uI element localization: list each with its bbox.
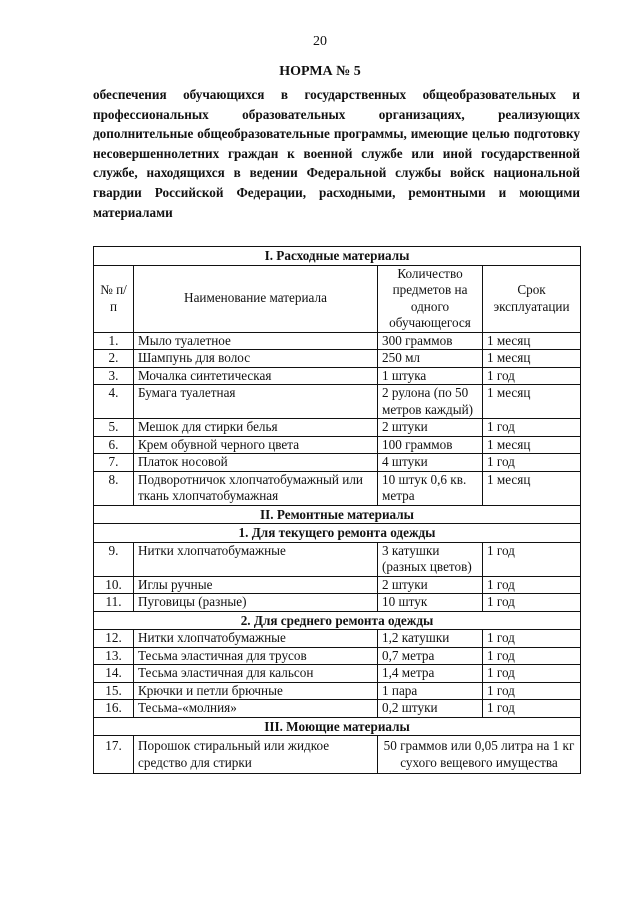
table-header-row: [94, 265, 581, 332]
row-term: 1 год: [483, 367, 581, 385]
section-cleaning: III. Моющие материалы: [94, 717, 581, 736]
row-qty: 0,7 метра: [378, 647, 483, 665]
row-qty: 1,4 метра: [378, 665, 483, 683]
table-row: [94, 385, 581, 419]
row-term: 1 год: [483, 665, 581, 683]
row-qty: 1,2 катушки: [378, 630, 483, 648]
header-term: Срок эксплуатации: [483, 265, 581, 332]
table-row: [94, 630, 581, 648]
row-num: 2.: [94, 350, 134, 368]
row-term: 1 год: [483, 700, 581, 718]
row-name: Нитки хлопчатобумажные: [134, 542, 378, 576]
row-name: Тесьма эластичная для трусов: [134, 647, 378, 665]
row-qty: 0,2 штуки: [378, 700, 483, 718]
row-qty: 2 штуки: [378, 419, 483, 437]
document-title: НОРМА № 5: [279, 64, 361, 79]
table-row: [94, 576, 581, 594]
table-row: [94, 682, 581, 700]
row-term: 1 год: [483, 542, 581, 576]
section-row: [94, 247, 581, 266]
table-row: [94, 419, 581, 437]
section-consumables: I. Расходные материалы: [94, 247, 581, 266]
row-num: 6.: [94, 436, 134, 454]
row-num: 1.: [94, 332, 134, 350]
header-num: № п/п: [94, 265, 134, 332]
row-num: 5.: [94, 419, 134, 437]
section-repair-current: 1. Для текущего ремонта одежды: [94, 524, 581, 543]
section-row: [94, 717, 581, 736]
row-term: 1 месяц: [483, 471, 581, 505]
row-num: 16.: [94, 700, 134, 718]
row-num: 13.: [94, 647, 134, 665]
table-row: [94, 350, 581, 368]
row-qty: 100 граммов: [378, 436, 483, 454]
row-qty: 3 катушки (разных цветов): [378, 542, 483, 576]
row-qty: 300 граммов: [378, 332, 483, 350]
row-qty: 4 штуки: [378, 454, 483, 472]
row-qty-term: 50 граммов или 0,05 литра на 1 кг сухого вещевого имущества: [378, 736, 581, 774]
row-num: 11.: [94, 594, 134, 612]
row-name: Бумага туалетная: [134, 385, 378, 419]
row-term: 1 месяц: [483, 436, 581, 454]
document-subtitle: обеспечения обучающихся в государственных общеобразовательных и профессиональных образовательных организациях, реализующих дополнительные общеобразовательные программы, имеющие целью подготовку несовершеннолетних граждан к военной службе или иной государственной службе, находящихся в ведении Федеральной службы войск национальной гвардии Российской Федерации, расходными, ремонтными и моющими материалами: [93, 87, 580, 220]
row-num: 4.: [94, 385, 134, 419]
table-row: [94, 454, 581, 472]
row-name: Мыло туалетное: [134, 332, 378, 350]
section-repair: II. Ремонтные материалы: [94, 505, 581, 524]
header-qty: Количество предметов на одного обучающегося: [378, 265, 483, 332]
section-row: [94, 524, 581, 543]
row-term: 1 год: [483, 454, 581, 472]
section-row: [94, 505, 581, 524]
table-row: [94, 594, 581, 612]
page-number: 20: [313, 34, 327, 49]
row-name: Подворотничок хлопчатобумажный или ткань хлопчатобумажная: [134, 471, 378, 505]
row-name: Мочалка синтетическая: [134, 367, 378, 385]
table-row: [94, 665, 581, 683]
row-num: 7.: [94, 454, 134, 472]
row-term: 1 год: [483, 419, 581, 437]
row-qty: 10 штук: [378, 594, 483, 612]
row-num: 8.: [94, 471, 134, 505]
row-name: Шампунь для волос: [134, 350, 378, 368]
row-term: 1 год: [483, 576, 581, 594]
header-name: Наименование материала: [134, 265, 378, 332]
row-term: 1 месяц: [483, 332, 581, 350]
row-name: Тесьма эластичная для кальсон: [134, 665, 378, 683]
row-name: Тесьма-«молния»: [134, 700, 378, 718]
row-num: 12.: [94, 630, 134, 648]
table-row: [94, 542, 581, 576]
table-row: [94, 367, 581, 385]
row-name: Крем обувной черного цвета: [134, 436, 378, 454]
row-name: Мешок для стирки белья: [134, 419, 378, 437]
row-num: 9.: [94, 542, 134, 576]
row-term: 1 год: [483, 647, 581, 665]
row-qty: 2 рулона (по 50 метров каждый): [378, 385, 483, 419]
row-num: 10.: [94, 576, 134, 594]
row-term: 1 месяц: [483, 350, 581, 368]
table-row: [94, 471, 581, 505]
row-name: Нитки хлопчатобумажные: [134, 630, 378, 648]
row-term: 1 год: [483, 630, 581, 648]
table-row: [94, 332, 581, 350]
row-name: Пуговицы (разные): [134, 594, 378, 612]
table-row: [94, 647, 581, 665]
row-name: Порошок стиральный или жидкое средство для стирки: [134, 736, 378, 774]
row-name: Иглы ручные: [134, 576, 378, 594]
row-qty: 1 пара: [378, 682, 483, 700]
table-row: [94, 436, 581, 454]
section-repair-medium: 2. Для среднего ремонта одежды: [94, 611, 581, 630]
row-term: 1 месяц: [483, 385, 581, 419]
row-qty: 250 мл: [378, 350, 483, 368]
table-row: [94, 700, 581, 718]
section-row: [94, 611, 581, 630]
row-term: 1 год: [483, 594, 581, 612]
row-qty: 1 штука: [378, 367, 483, 385]
row-num: 14.: [94, 665, 134, 683]
row-term: 1 год: [483, 682, 581, 700]
row-qty: 2 штуки: [378, 576, 483, 594]
row-num: 3.: [94, 367, 134, 385]
norm-table: [93, 246, 581, 774]
row-num: 15.: [94, 682, 134, 700]
row-name: Платок носовой: [134, 454, 378, 472]
row-name: Крючки и петли брючные: [134, 682, 378, 700]
table-row: [94, 736, 581, 774]
row-qty: 10 штук 0,6 кв. метра: [378, 471, 483, 505]
row-num: 17.: [94, 736, 134, 774]
